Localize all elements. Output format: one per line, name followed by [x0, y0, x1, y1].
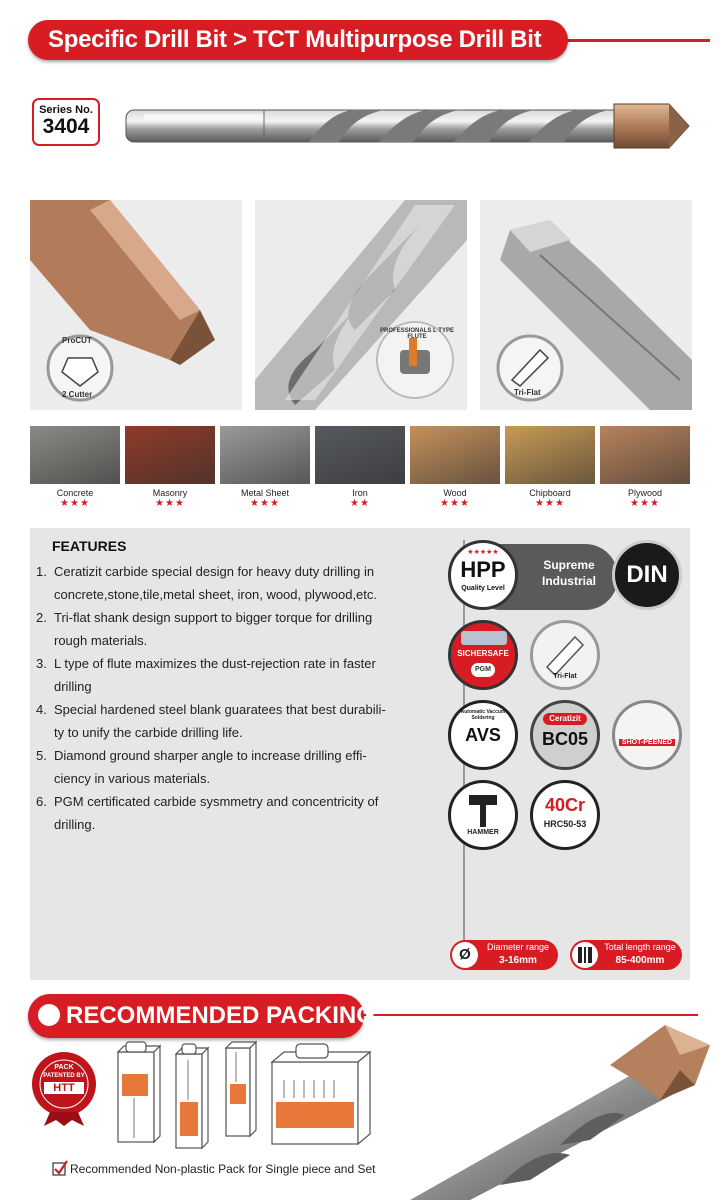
diameter-value: 3-16mm [499, 955, 537, 966]
sichersafe-badge [448, 620, 518, 690]
diameter-icon: Ø [459, 946, 471, 963]
feature-number: 4. [36, 702, 47, 717]
feature-item [36, 744, 436, 790]
steel-label: 40Cr [544, 795, 586, 815]
packing-banner [28, 994, 375, 1038]
feature-item [36, 698, 436, 744]
material-name: Wood [443, 488, 467, 498]
diameter-label: Diameter range [486, 942, 550, 952]
material-image [125, 426, 215, 484]
title-banner [28, 20, 568, 60]
hpp-badge [448, 540, 598, 610]
ceratizit-top: Ceratizit [543, 713, 587, 725]
feature-item [36, 560, 436, 606]
feature-line: drilling. [54, 817, 96, 832]
series-number: 3404 [42, 115, 90, 138]
hammer-badge [448, 780, 518, 850]
triflat-badge [530, 620, 600, 690]
material-image [30, 426, 120, 484]
material-rating: ★★★ [535, 498, 565, 509]
material-image [505, 426, 595, 484]
material-name: Masonry [152, 488, 188, 498]
feature-number: 2. [36, 610, 47, 625]
feature-line: ty to unify the carbide drilling life. [54, 725, 243, 740]
steel-sub: HRC50-53 [543, 819, 587, 829]
photo-procut-tip [30, 200, 242, 410]
din-label: DIN [626, 561, 668, 588]
features-list [36, 560, 436, 836]
feature-item [36, 606, 436, 652]
ceratizit-label: BC05 [541, 729, 589, 749]
feature-line: Ceratizit carbide special design for heavy duty drilling in [54, 564, 375, 579]
triflat-photo-label: Tri-Flat [514, 388, 541, 397]
feature-number: 1. [36, 564, 47, 579]
feature-item [36, 790, 436, 836]
packing-title: RECOMMENDED PACKING [66, 1002, 375, 1029]
feature-line: rough materials. [54, 633, 148, 648]
packing-caption: Recommended Non-plastic Pack for Single piece and Set [70, 1162, 376, 1176]
ceratizit-badge [530, 700, 600, 770]
drill-bit-decoration [410, 1025, 720, 1200]
avs-ring: Automatic Vaccum Soldering [460, 709, 506, 721]
feature-number: 3. [36, 656, 47, 671]
avs-badge [448, 700, 518, 770]
features-title: FEATURES [52, 538, 127, 554]
feature-line: PGM certificated carbide sysmmetry and concentricity of [54, 794, 379, 809]
features-panel [30, 528, 690, 980]
material-wood [410, 426, 500, 514]
seal-top: PACK [54, 1064, 74, 1071]
material-rating: ★★★ [155, 498, 185, 509]
hpp-side2: Industrial [541, 574, 596, 588]
seal-mid: PATENTED BY [43, 1073, 85, 1079]
material-plywood [600, 426, 690, 514]
material-rating: ★★ [350, 498, 370, 509]
material-image [410, 426, 500, 484]
material-image [600, 426, 690, 484]
hpp-title: HPP [460, 557, 506, 582]
feature-line: concrete,stone,tile,metal sheet, iron, wood, plywood,etc. [54, 587, 378, 602]
packing-bullet-icon [38, 1004, 60, 1026]
hammer-icon [451, 783, 515, 847]
series-badge [32, 98, 100, 146]
material-image [220, 426, 310, 484]
shot-peened-label: SHOT-PEENED [619, 739, 675, 746]
material-chipboard [505, 426, 595, 514]
material-name: Iron [352, 488, 368, 498]
feature-line: ciency in various materials. [54, 771, 211, 786]
feature-item [36, 652, 436, 698]
checkbox-icon [52, 1160, 68, 1176]
triflat-badge-label: Tri-Flat [553, 673, 577, 680]
material-name: Chipboard [529, 488, 571, 498]
feature-line: Diamond ground sharper angle to increase drilling effi- [54, 748, 367, 763]
hpp-sub: Quality Level [461, 585, 505, 592]
sichersafe-label: SICHERSAFE [457, 649, 509, 658]
packaging-illustrations [108, 1040, 408, 1158]
pack-seal [30, 1050, 98, 1126]
feature-line: L type of flute maximizes the dust-rejection rate in faster [54, 656, 376, 671]
material-iron [315, 426, 405, 514]
material-rating: ★★★ [250, 498, 280, 509]
material-concrete [30, 426, 120, 514]
length-range-badge [570, 940, 682, 970]
shot-peened-badge [612, 700, 682, 770]
packing-underline [358, 1014, 698, 1016]
feature-number: 5. [36, 748, 47, 763]
title-underline [560, 39, 710, 42]
procut-label: ProCUT [62, 336, 92, 345]
drill-bit-image [124, 96, 694, 156]
feature-line: drilling [54, 679, 92, 694]
feature-line: Tri-flat shank design support to bigger torque for drilling [54, 610, 373, 625]
photo-tri-flat [480, 200, 692, 410]
series-label: Series No. [39, 104, 93, 116]
flute-letter: L [409, 340, 415, 350]
hammer-label: HAMMER [467, 829, 499, 836]
hpp-stars: ★★★★★ [467, 549, 499, 556]
length-value: 85-400mm [615, 955, 665, 966]
material-metal-sheet [220, 426, 310, 514]
pgm-label: PGM [471, 663, 495, 677]
material-name: Metal Sheet [240, 488, 290, 498]
material-rating: ★★★ [440, 498, 470, 509]
feature-number: 6. [36, 794, 47, 809]
material-image [315, 426, 405, 484]
photo-l-flute [255, 200, 467, 410]
flute-label: PROFESSIONALS L TYPE FLUTE [380, 328, 454, 340]
length-icon [572, 942, 598, 968]
length-label: Total length range [604, 942, 676, 952]
material-masonry [125, 426, 215, 514]
procut-sub: 2 Cutter [62, 390, 93, 399]
page-title: Specific Drill Bit > TCT Multipurpose Drill Bit [48, 26, 542, 53]
feature-line: Special hardened steel blank guaratees that best durabili- [54, 702, 386, 717]
material-name: Concrete [56, 488, 94, 498]
hpp-side1: Supreme [543, 558, 595, 572]
seal-brand: HTT [44, 1082, 84, 1094]
material-rating: ★★★ [630, 498, 660, 509]
avs-label: AVS [465, 725, 501, 745]
material-name: Plywood [627, 488, 663, 498]
diameter-range-badge [450, 940, 558, 970]
steel-badge [530, 780, 600, 850]
din-badge [612, 540, 682, 610]
material-rating: ★★★ [60, 498, 90, 509]
